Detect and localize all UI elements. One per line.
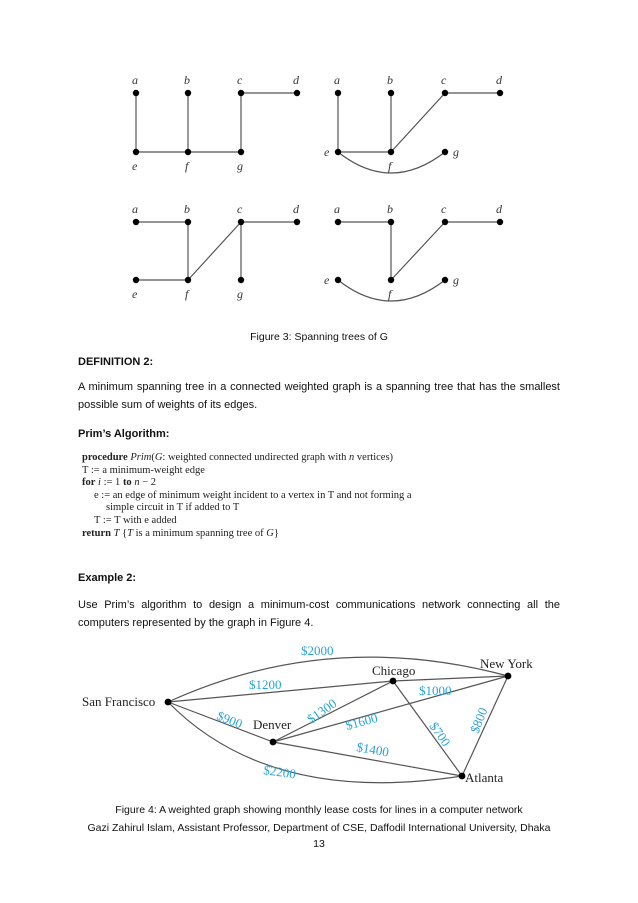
vertex-label: b bbox=[184, 73, 190, 87]
vertex-label: e bbox=[324, 145, 330, 159]
vertex-label: e bbox=[324, 273, 330, 287]
edge-weight: $700 bbox=[426, 719, 454, 750]
example-heading: Example 2: bbox=[78, 572, 137, 584]
vertex-label: c bbox=[441, 73, 447, 87]
edge-weight: $1200 bbox=[249, 677, 282, 692]
vertex-label: c bbox=[237, 202, 243, 216]
vertex-label: e bbox=[132, 287, 138, 301]
edge-weight: $800 bbox=[466, 705, 491, 736]
vertex-label: a bbox=[132, 202, 138, 216]
algo-line: T := T with e added bbox=[94, 514, 177, 526]
spanning-tree-3 bbox=[133, 219, 300, 283]
vertex-label: d bbox=[293, 202, 299, 216]
footer-author: Gazi Zahirul Islam, Assistant Professor, Department of CSE, Daffodil International University, Dhaka bbox=[87, 822, 551, 834]
edge-weight: $1600 bbox=[343, 709, 380, 733]
vertex-label: d bbox=[496, 73, 502, 87]
vertex-label: a bbox=[334, 73, 340, 87]
algo-line: T := a minimum-weight edge bbox=[82, 464, 205, 476]
vertex-label: f bbox=[185, 159, 189, 173]
city-label: Atlanta bbox=[465, 770, 504, 785]
vertex-label: g bbox=[453, 273, 459, 287]
vertex-label: g bbox=[237, 159, 243, 173]
definition-heading: DEFINITION 2: bbox=[78, 356, 154, 368]
vertex-label: a bbox=[334, 202, 340, 216]
figure4-weighted-graph bbox=[0, 636, 638, 796]
city-label: Chicago bbox=[372, 663, 416, 678]
spanning-tree-2 bbox=[335, 90, 503, 173]
spanning-tree-1 bbox=[133, 90, 300, 155]
algo-line: e := an edge of minimum weight incident to a vertex in T and not forming a bbox=[94, 489, 412, 501]
algo-line: simple circuit in T if added to T bbox=[106, 502, 240, 514]
vertex-label: g bbox=[237, 287, 243, 301]
prims-heading: Prim’s Algorithm: bbox=[78, 428, 170, 440]
spanning-tree-4 bbox=[335, 219, 503, 301]
figure3-caption: Figure 3: Spanning trees of G bbox=[250, 331, 388, 343]
vertex-label: b bbox=[184, 202, 190, 216]
vertex-label: g bbox=[453, 145, 459, 159]
vertex-label: d bbox=[293, 73, 299, 87]
vertex-label: f bbox=[388, 159, 392, 173]
algo-line: procedure Prim(G: weighted connected undirected graph with n vertices) bbox=[82, 452, 394, 463]
algo-line: for i := 1 to n − 2 bbox=[82, 477, 156, 489]
prims-pseudocode bbox=[82, 452, 562, 540]
vertex-label: e bbox=[132, 159, 138, 173]
city-label: New York bbox=[480, 656, 533, 671]
vertex-label: b bbox=[387, 202, 393, 216]
vertex-label: c bbox=[237, 73, 243, 87]
page-number: 13 bbox=[313, 838, 325, 850]
vertex-label: d bbox=[496, 202, 502, 216]
edge-weight: $1300 bbox=[304, 695, 340, 727]
vertex-label: b bbox=[387, 73, 393, 87]
edge-weight: $1000 bbox=[419, 683, 452, 698]
algo-line: return T {T is a minimum spanning tree of G} bbox=[82, 527, 279, 539]
example-text: Use Prim’s algorithm to design a minimum-cost communications network connecting all the computers represented by the graph in Figure 4. bbox=[78, 599, 560, 629]
definition-text: A minimum spanning tree in a connected weighted graph is a spanning tree that has the smallest possible sum of weights of its edges. bbox=[78, 381, 560, 411]
edge-weight: $2000 bbox=[301, 643, 334, 658]
vertex-label: f bbox=[185, 287, 189, 301]
figure4-caption: Figure 4: A weighted graph showing monthly lease costs for lines in a computer network bbox=[115, 804, 523, 816]
edge-weight: $900 bbox=[214, 707, 245, 732]
figure3-graphs bbox=[0, 70, 638, 320]
city-label: Denver bbox=[253, 717, 292, 732]
edge-weight: $1400 bbox=[355, 739, 391, 760]
city-label: San Francisco bbox=[82, 694, 156, 709]
vertex-label: c bbox=[441, 202, 447, 216]
edge-weight: $2200 bbox=[262, 762, 297, 782]
vertex-label: a bbox=[132, 73, 138, 87]
vertex-label: f bbox=[388, 287, 392, 301]
